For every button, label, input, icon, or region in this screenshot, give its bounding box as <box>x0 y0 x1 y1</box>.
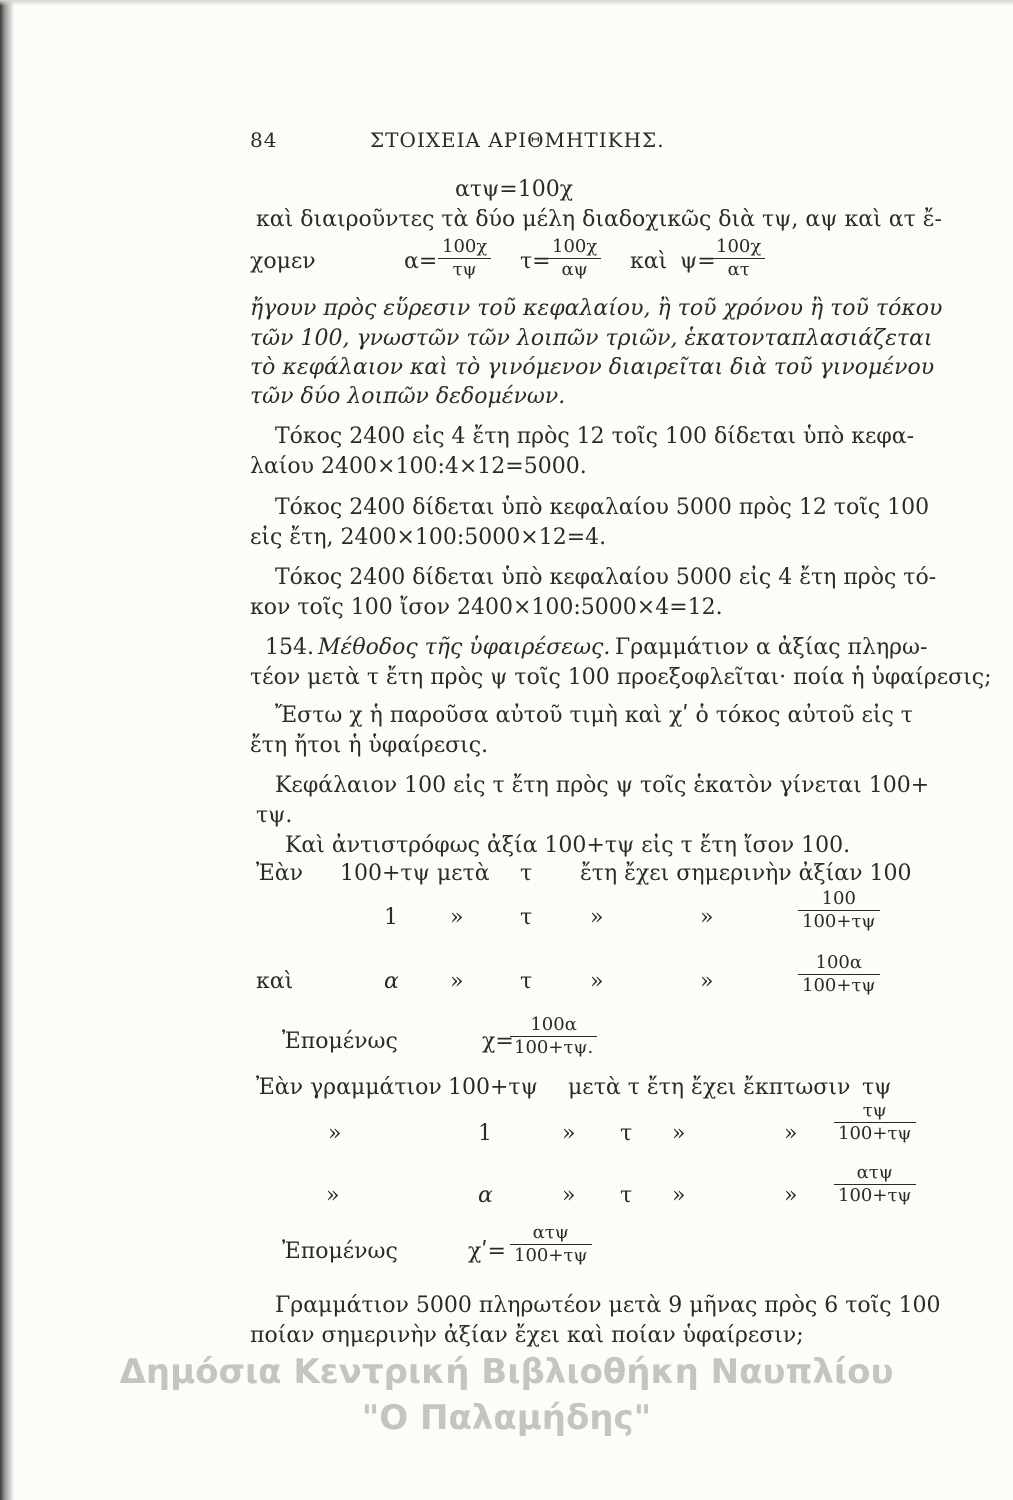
text-line-1: καὶ διαιροῦντες τὰ δύο μέλη διαδοχικῶς διὰ τψ, αψ καὶ ατ ἔ- <box>256 207 942 232</box>
t3-ditto-2: » <box>590 969 604 994</box>
fraction-a <box>438 236 491 281</box>
t7-tau: τ <box>620 1183 633 1208</box>
t6-ditto-2: » <box>672 1121 686 1146</box>
text-kai-1: καὶ <box>630 249 668 274</box>
text-chomen: χομεν <box>250 249 316 274</box>
t6-ditto-1: » <box>562 1121 576 1146</box>
t8-fraction-numerator: ατψ <box>510 1222 592 1245</box>
text-line-13: τέον μετὰ τ ἔτη πρὸς ψ τοῖς 100 προεξοφλεῖται· ποία ἡ ὑφαίρεσις; <box>250 665 992 690</box>
text-line-14: Ἔστω χ ἡ παροῦσα αὐτοῦ τιμὴ καὶ χʹ ὁ τόκος αὐτοῦ εἰς τ <box>275 703 913 728</box>
library-watermark-line-1: Δημόσια Κεντρική Βιβλιοθήκη Ναυπλίου <box>119 1352 894 1392</box>
text-line-10: Τόκος 2400 δίδεται ὑπὸ κεφαλαίου 5000 εἰς 4 ἔτη πρὸς τό- <box>275 565 937 590</box>
t2-ditto-1: » <box>450 905 464 930</box>
section-title: Μέθοδος τῆς ὑφαιρέσεως. <box>318 635 611 660</box>
text-line-7: λαίου 2400×100:4×12=5000. <box>250 454 587 479</box>
text-line-9: εἰς ἔτη, 2400×100:5000×12=4. <box>250 525 607 550</box>
t6-ditto-3: » <box>784 1121 798 1146</box>
fraction-p-denominator: ατ <box>727 259 750 280</box>
t6-fraction-numerator: τψ <box>834 1100 916 1123</box>
t7-ditto-3: » <box>784 1183 798 1208</box>
t2-fraction-denominator: 100+τψ <box>802 911 876 932</box>
text-line-19: Γραμμάτιον 5000 πληρωτέον μετὰ 9 μῆνας πρὸς 6 τοῖς 100 <box>275 1293 941 1318</box>
fraction-a-numerator: 100χ <box>438 236 491 259</box>
t2-one: 1 <box>384 905 398 930</box>
t2-fraction <box>798 888 880 933</box>
fraction-t <box>548 236 601 281</box>
t1-ean: Ἐὰν <box>256 861 303 886</box>
text-line-4: τὸ κεφάλαιον καὶ τὸ γινόμενον διαιρεῖται διὰ τοῦ γινομένου <box>250 355 935 380</box>
page-top-edge <box>0 0 1013 6</box>
text-line-17: τψ. <box>256 803 293 828</box>
fraction-p <box>712 236 765 281</box>
eq-a-lhs: α= <box>404 249 438 274</box>
t4-fraction <box>510 1014 597 1059</box>
t3-fraction <box>798 952 880 997</box>
t3-alpha: α <box>384 969 399 994</box>
fraction-t-numerator: 100χ <box>548 236 601 259</box>
t8-fraction-denominator: 100+τψ <box>514 1245 588 1266</box>
t2-fraction-numerator: 100 <box>798 888 880 911</box>
t6-fraction-denominator: 100+τψ <box>838 1123 912 1144</box>
fraction-a-denominator: τψ <box>452 259 477 280</box>
t7-fraction <box>834 1162 916 1207</box>
t7-ditto-0: » <box>326 1183 340 1208</box>
t6-ditto-0: » <box>328 1121 342 1146</box>
t7-ditto-1: » <box>562 1183 576 1208</box>
t6-tau: τ <box>620 1121 633 1146</box>
t4-fraction-numerator: 100α <box>510 1014 597 1037</box>
text-line-16: Κεφάλαιον 100 εἰς τ ἔτη πρὸς ψ τοῖς ἑκατὸν γίνεται 100+ <box>275 773 930 798</box>
t5-discount: τψ <box>862 1075 892 1100</box>
t1-value: 100+τψ μετὰ <box>340 861 490 886</box>
t3-kai: καὶ <box>256 969 294 994</box>
text-line-18: Καὶ ἀντιστρόφως ἀξία 100+τψ εἰς τ ἔτη ἴσον 100. <box>285 833 851 858</box>
text-line-2: ἤγουν πρὸς εὕρεσιν τοῦ κεφαλαίου, ἢ τοῦ χρόνου ἢ τοῦ τόκου <box>250 296 943 321</box>
t6-fraction <box>834 1100 916 1145</box>
t5-ean: Ἐὰν γραμμάτιον <box>256 1075 442 1100</box>
t8-epomenos: Ἐπομένως <box>282 1239 398 1264</box>
text-line-3: τῶν 100, γνωστῶν τῶν λοιπῶν τριῶν, ἑκατονταπλασιάζεται <box>250 326 933 351</box>
t5-rest: μετὰ τ ἔτη ἔχει ἔκπτωσιν <box>568 1075 851 1100</box>
fraction-t-denominator: αψ <box>561 259 588 280</box>
fraction-p-numerator: 100χ <box>712 236 765 259</box>
t3-ditto-3: » <box>700 969 714 994</box>
t1-rest: ἔτη ἔχει σημερινὴν ἀξίαν 100 <box>580 861 912 886</box>
text-line-20: ποίαν σημερινὴν ἀξίαν ἔχει καὶ ποίαν ὑφαίρεσιν; <box>250 1323 804 1348</box>
t7-fraction-numerator: ατψ <box>834 1162 916 1185</box>
page-number: 84 <box>250 128 278 152</box>
text-line-6: Τόκος 2400 εἰς 4 ἔτη πρὸς 12 τοῖς 100 δίδεται ὑπὸ κεφα- <box>275 424 915 449</box>
t3-fraction-denominator: 100+τψ <box>802 975 876 996</box>
t2-ditto-3: » <box>700 905 714 930</box>
t7-fraction-denominator: 100+τψ <box>838 1185 912 1206</box>
t4-fraction-denominator: 100+τψ. <box>514 1037 594 1058</box>
t5-value: 100+τψ <box>448 1075 538 1100</box>
equation-main: ατψ=100χ <box>455 177 574 202</box>
text-line-5: τῶν δύο λοιπῶν δεδομένων. <box>250 384 566 409</box>
t7-alpha: α <box>478 1183 493 1208</box>
text-line-11: κον τοῖς 100 ἴσον 2400×100:5000×4=12. <box>250 595 723 620</box>
section-number: 154. <box>265 635 314 660</box>
running-title: ΣΤΟΙΧΕΙΑ ΑΡΙΘΜΗΤΙΚΗΣ. <box>370 128 665 152</box>
t6-one: 1 <box>478 1121 492 1146</box>
t2-ditto-2: » <box>590 905 604 930</box>
page-edge-shadow <box>0 0 14 1500</box>
t2-tau: τ <box>520 905 533 930</box>
t4-epomenos: Ἐπομένως <box>282 1029 398 1054</box>
t3-ditto-1: » <box>450 969 464 994</box>
t1-tau: τ <box>520 861 533 886</box>
t3-tau: τ <box>520 969 533 994</box>
t8-lhs: χʹ= <box>468 1239 506 1264</box>
text-line-12: Γραμμάτιον α ἀξίας πληρω- <box>615 635 928 660</box>
t4-lhs: χ= <box>482 1029 514 1054</box>
t8-fraction <box>510 1222 592 1267</box>
library-watermark-line-2: "Ο Παλαμήδης" <box>361 1398 652 1438</box>
eq-p-lhs: ψ= <box>680 249 716 274</box>
text-line-15: ἔτη ἤτοι ἡ ὑφαίρεσις. <box>250 733 489 758</box>
text-line-8: Τόκος 2400 δίδεται ὑπὸ κεφαλαίου 5000 πρὸς 12 τοῖς 100 <box>275 495 930 520</box>
eq-t-lhs: τ= <box>520 249 551 274</box>
t3-fraction-numerator: 100α <box>798 952 880 975</box>
t7-ditto-2: » <box>672 1183 686 1208</box>
